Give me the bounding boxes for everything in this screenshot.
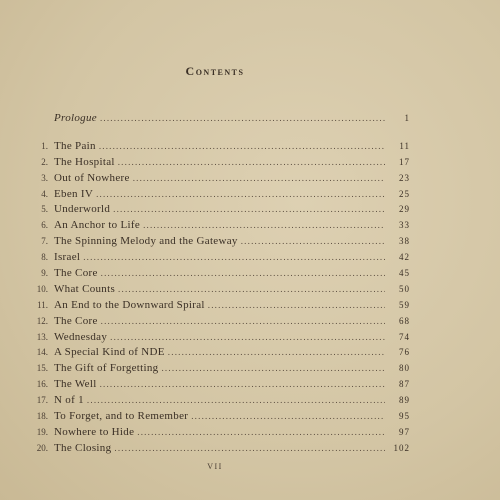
toc-entry-number: 2. bbox=[41, 156, 48, 167]
toc-entry-number: 8. bbox=[41, 252, 48, 263]
toc-entry-title: N of 1 bbox=[54, 394, 84, 407]
toc-entry bbox=[28, 298, 410, 314]
toc-entry-page: 74 bbox=[399, 331, 410, 342]
toc-entry-number: 12. bbox=[36, 315, 48, 326]
toc-entry-title: The Closing bbox=[54, 441, 112, 454]
toc-entry-page: 42 bbox=[399, 252, 410, 263]
dot-leader bbox=[100, 377, 385, 393]
toc-entry-number: 6. bbox=[41, 220, 48, 231]
toc-entry-page: 59 bbox=[399, 299, 410, 310]
page-folio: VII bbox=[207, 462, 223, 471]
toc-entry-number: 18. bbox=[36, 411, 48, 422]
dot-leader bbox=[113, 202, 385, 218]
toc-entry-title: The Core bbox=[54, 314, 98, 327]
toc-entry bbox=[28, 314, 410, 330]
toc-entry-number: 3. bbox=[41, 172, 48, 183]
toc-entry-number: 9. bbox=[41, 268, 48, 279]
toc-entry bbox=[28, 330, 410, 346]
toc-entry-page: 33 bbox=[399, 220, 410, 231]
dot-leader bbox=[100, 111, 385, 127]
toc-entry bbox=[28, 393, 410, 409]
toc-entry-title: Prologue bbox=[54, 112, 97, 124]
toc-entry bbox=[28, 425, 410, 441]
table-of-contents bbox=[28, 111, 410, 457]
toc-entry-number: 13. bbox=[36, 331, 48, 342]
dot-leader bbox=[241, 234, 385, 250]
toc-entry-title: Underworld bbox=[54, 203, 111, 216]
toc-entry-title: An Anchor to Life bbox=[54, 219, 141, 232]
toc-entry-number: 11. bbox=[37, 299, 48, 310]
toc-entry-title: A Special Kind of NDE bbox=[54, 346, 165, 359]
toc-entry-page: 80 bbox=[399, 363, 410, 374]
dot-leader bbox=[133, 171, 385, 187]
toc-entry-title: An End to the Downward Spiral bbox=[54, 298, 205, 311]
toc-entry-page: 76 bbox=[399, 347, 410, 358]
toc-entry-title: Wednesday bbox=[54, 330, 108, 343]
toc-entry-title: To Forget, and to Remember bbox=[54, 410, 189, 423]
toc-entry-page: 102 bbox=[393, 442, 410, 453]
toc-entry-page: 11 bbox=[399, 140, 410, 151]
toc-entry-page: 17 bbox=[399, 156, 410, 167]
toc-entry bbox=[28, 139, 410, 155]
toc-entry-page: 68 bbox=[399, 315, 410, 326]
dot-leader bbox=[96, 187, 385, 203]
dot-leader bbox=[137, 425, 385, 441]
dot-leader bbox=[101, 266, 385, 282]
toc-entry-number: 10. bbox=[36, 283, 48, 294]
toc-entry bbox=[28, 234, 410, 250]
toc-entry bbox=[28, 250, 410, 266]
toc-entry-title: The Pain bbox=[54, 139, 96, 152]
dot-leader bbox=[208, 298, 385, 314]
toc-entry-title: What Counts bbox=[54, 282, 116, 295]
toc-entry-number: 1. bbox=[41, 140, 48, 151]
toc-entry-page: 95 bbox=[399, 411, 410, 422]
toc-entry-page: 50 bbox=[399, 283, 410, 294]
toc-entry-number: 4. bbox=[41, 188, 48, 199]
toc-entry-page: 89 bbox=[399, 395, 410, 406]
toc-entry-page: 1 bbox=[404, 113, 410, 123]
toc-entry-prologue bbox=[28, 111, 410, 127]
dot-leader bbox=[161, 361, 385, 377]
dot-leader bbox=[168, 345, 385, 361]
contents-title: Contents bbox=[185, 64, 245, 78]
toc-entry-number: 19. bbox=[36, 426, 48, 437]
toc-entry-number: 5. bbox=[41, 204, 48, 215]
toc-entry-page: 87 bbox=[399, 379, 410, 390]
dot-leader bbox=[99, 139, 385, 155]
toc-entry-page: 38 bbox=[399, 236, 410, 247]
toc-entry-title: The Hospital bbox=[54, 155, 115, 168]
toc-entry bbox=[28, 202, 410, 218]
toc-entry-page: 23 bbox=[399, 172, 410, 183]
toc-entry bbox=[28, 266, 410, 282]
toc-entry bbox=[28, 409, 410, 425]
dot-leader bbox=[143, 218, 385, 234]
dot-leader bbox=[191, 409, 385, 425]
toc-entry-number: 17. bbox=[36, 395, 48, 406]
dot-leader bbox=[110, 330, 385, 346]
toc-entry-title: The Spinning Melody and the Gateway bbox=[54, 235, 238, 248]
toc-entry-title: Eben IV bbox=[54, 187, 94, 200]
dot-leader bbox=[83, 250, 385, 266]
toc-entry-title: Israel bbox=[54, 251, 81, 264]
toc-entry-number: 14. bbox=[36, 347, 48, 358]
toc-entry bbox=[28, 282, 410, 298]
toc-entry bbox=[28, 345, 410, 361]
toc-entry bbox=[28, 187, 410, 203]
dot-leader bbox=[87, 393, 385, 409]
toc-entry-number: 20. bbox=[36, 442, 48, 453]
toc-entry bbox=[28, 441, 410, 457]
toc-entry-title: The Well bbox=[54, 378, 97, 391]
toc-entry-page: 29 bbox=[399, 204, 410, 215]
toc-entry bbox=[28, 155, 410, 171]
toc-entry-page: 45 bbox=[399, 268, 410, 279]
toc-entry bbox=[28, 218, 410, 234]
dot-leader bbox=[118, 282, 385, 298]
toc-entry-number: 7. bbox=[41, 236, 48, 247]
toc-entry bbox=[28, 377, 410, 393]
dot-leader bbox=[101, 314, 385, 330]
toc-entry-title: Nowhere to Hide bbox=[54, 425, 135, 438]
toc-entry-title: The Core bbox=[54, 267, 98, 280]
toc-entry bbox=[28, 361, 410, 377]
toc-entry-page: 25 bbox=[399, 188, 410, 199]
toc-entry-title: The Gift of Forgetting bbox=[54, 362, 159, 375]
toc-entry-title: Out of Nowhere bbox=[54, 171, 130, 184]
toc-entry bbox=[28, 171, 410, 187]
toc-entry-number: 15. bbox=[36, 363, 48, 374]
toc-entry-page: 97 bbox=[399, 426, 410, 437]
dot-leader bbox=[118, 155, 385, 171]
dot-leader bbox=[114, 441, 385, 457]
toc-entry-number: 16. bbox=[36, 379, 48, 390]
